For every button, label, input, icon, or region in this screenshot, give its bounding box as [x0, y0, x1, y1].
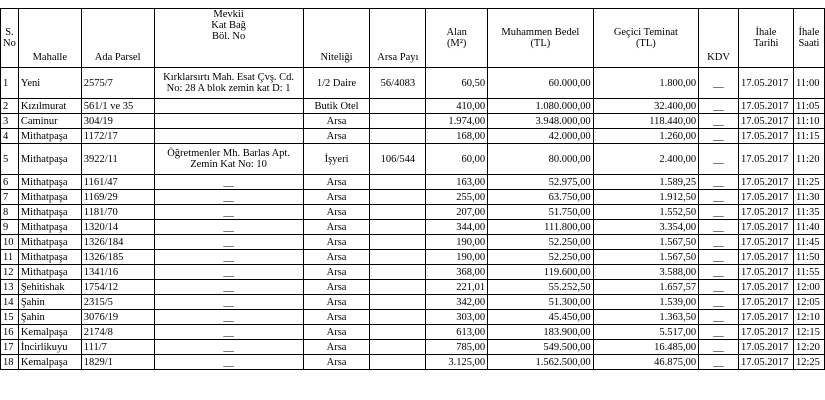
header-muhammen-bedel: Muhammen Bedel (TL) — [488, 9, 594, 68]
header-alan: Alan (M²) — [426, 9, 488, 68]
cell-niteligi: Arsa — [303, 265, 370, 280]
cell-kdv: __ — [699, 325, 739, 340]
cell-muhammen-bedel: 111.800,00 — [488, 220, 594, 235]
cell-ihale-saati: 11:00 — [793, 68, 824, 99]
cell-kdv: __ — [699, 114, 739, 129]
cell-ada-parsel: 2315/5 — [81, 295, 154, 310]
cell-niteligi: Arsa — [303, 205, 370, 220]
cell-muhammen-bedel: 52.250,00 — [488, 250, 594, 265]
cell-alan: 60,50 — [426, 68, 488, 99]
cell-mevkii: __ — [154, 355, 303, 370]
cell-ihale-tarihi: 17.05.2017 — [738, 265, 793, 280]
cell-muhammen-bedel: 1.562.500,00 — [488, 355, 594, 370]
table-body — [1, 68, 825, 370]
header-arsa-payi: Arsa Payı — [370, 9, 426, 68]
cell-mahalle: Mithatpaşa — [18, 235, 81, 250]
cell-ihale-tarihi: 17.05.2017 — [738, 175, 793, 190]
cell-mahalle: Mithatpaşa — [18, 129, 81, 144]
cell-ihale-saati: 12:20 — [793, 340, 824, 355]
table-row — [1, 235, 825, 250]
cell-muhammen-bedel: 549.500,00 — [488, 340, 594, 355]
cell-arsa-payi — [370, 220, 426, 235]
cell-ada-parsel: 561/1 ve 35 — [81, 99, 154, 114]
cell-ihale-tarihi: 17.05.2017 — [738, 144, 793, 175]
cell-alan: 60,00 — [426, 144, 488, 175]
cell-niteligi: 1/2 Daire — [303, 68, 370, 99]
cell-sno: 2 — [1, 99, 19, 114]
cell-sno: 8 — [1, 205, 19, 220]
cell-ihale-saati: 11:55 — [793, 265, 824, 280]
cell-arsa-payi — [370, 205, 426, 220]
cell-mahalle: Şahin — [18, 295, 81, 310]
cell-mahalle: Kemalpaşa — [18, 355, 81, 370]
cell-muhammen-bedel: 55.252,50 — [488, 280, 594, 295]
table-row — [1, 250, 825, 265]
cell-arsa-payi — [370, 190, 426, 205]
cell-sno: 6 — [1, 175, 19, 190]
cell-ihale-saati: 12:00 — [793, 280, 824, 295]
cell-gecici-teminat: 32.400,00 — [593, 99, 698, 114]
cell-muhammen-bedel: 51.300,00 — [488, 295, 594, 310]
cell-ada-parsel: 1161/47 — [81, 175, 154, 190]
cell-niteligi: Arsa — [303, 129, 370, 144]
cell-ada-parsel: 1326/184 — [81, 235, 154, 250]
cell-sno: 12 — [1, 265, 19, 280]
cell-mahalle: Kızılmurat — [18, 99, 81, 114]
cell-mevkii: __ — [154, 205, 303, 220]
cell-niteligi: Arsa — [303, 340, 370, 355]
cell-mevkii: __ — [154, 280, 303, 295]
cell-ihale-saati: 11:50 — [793, 250, 824, 265]
cell-sno: 16 — [1, 325, 19, 340]
cell-kdv: __ — [699, 144, 739, 175]
cell-mahalle: Kemalpaşa — [18, 325, 81, 340]
cell-ihale-tarihi: 17.05.2017 — [738, 205, 793, 220]
auction-table-container — [0, 8, 825, 370]
cell-kdv: __ — [699, 235, 739, 250]
cell-muhammen-bedel: 63.750,00 — [488, 190, 594, 205]
cell-kdv: __ — [699, 355, 739, 370]
cell-sno: 14 — [1, 295, 19, 310]
header-sno: S. No — [1, 9, 19, 68]
cell-ihale-tarihi: 17.05.2017 — [738, 295, 793, 310]
cell-mevkii: Öğretmenler Mh. Barlas Apt. Zemin Kat No: 10 — [154, 144, 303, 175]
cell-muhammen-bedel: 119.600,00 — [488, 265, 594, 280]
cell-sno: 1 — [1, 68, 19, 99]
cell-kdv: __ — [699, 265, 739, 280]
cell-ada-parsel: 111/7 — [81, 340, 154, 355]
cell-alan: 3.125,00 — [426, 355, 488, 370]
cell-gecici-teminat: 3.354,00 — [593, 220, 698, 235]
cell-niteligi: Arsa — [303, 310, 370, 325]
cell-kdv: __ — [699, 205, 739, 220]
cell-muhammen-bedel: 42.000,00 — [488, 129, 594, 144]
table-row — [1, 220, 825, 235]
cell-mevkii: __ — [154, 235, 303, 250]
cell-arsa-payi — [370, 129, 426, 144]
cell-ada-parsel: 3076/19 — [81, 310, 154, 325]
cell-mevkii: __ — [154, 325, 303, 340]
cell-mevkii — [154, 129, 303, 144]
cell-ada-parsel: 2575/7 — [81, 68, 154, 99]
cell-niteligi: Arsa — [303, 325, 370, 340]
cell-ihale-saati: 11:40 — [793, 220, 824, 235]
cell-ihale-saati: 11:05 — [793, 99, 824, 114]
header-mevkii: Mevkii Kat Bağ Böl. No — [154, 9, 303, 68]
cell-arsa-payi — [370, 99, 426, 114]
cell-ihale-tarihi: 17.05.2017 — [738, 355, 793, 370]
cell-mahalle: Mithatpaşa — [18, 144, 81, 175]
cell-niteligi: Arsa — [303, 175, 370, 190]
cell-mahalle: Mithatpaşa — [18, 175, 81, 190]
cell-ihale-tarihi: 17.05.2017 — [738, 190, 793, 205]
cell-ada-parsel: 1169/29 — [81, 190, 154, 205]
cell-kdv: __ — [699, 250, 739, 265]
cell-ihale-tarihi: 17.05.2017 — [738, 250, 793, 265]
cell-gecici-teminat: 1.552,50 — [593, 205, 698, 220]
cell-alan: 342,00 — [426, 295, 488, 310]
cell-alan: 785,00 — [426, 340, 488, 355]
cell-niteligi: Arsa — [303, 250, 370, 265]
table-row — [1, 144, 825, 175]
cell-kdv: __ — [699, 175, 739, 190]
cell-alan: 1.974,00 — [426, 114, 488, 129]
cell-gecici-teminat: 1.912,50 — [593, 190, 698, 205]
header-ihale-tarihi: İhale Tarihi — [738, 9, 793, 68]
table-row — [1, 340, 825, 355]
cell-gecici-teminat: 3.588,00 — [593, 265, 698, 280]
cell-muhammen-bedel: 60.000,00 — [488, 68, 594, 99]
cell-kdv: __ — [699, 129, 739, 144]
cell-sno: 3 — [1, 114, 19, 129]
cell-mevkii: __ — [154, 310, 303, 325]
cell-kdv: __ — [699, 99, 739, 114]
auction-table — [0, 8, 825, 370]
cell-ada-parsel: 1172/17 — [81, 129, 154, 144]
cell-ihale-saati: 12:15 — [793, 325, 824, 340]
cell-sno: 13 — [1, 280, 19, 295]
cell-mevkii: __ — [154, 220, 303, 235]
cell-sno: 4 — [1, 129, 19, 144]
cell-gecici-teminat: 1.589,25 — [593, 175, 698, 190]
cell-alan: 190,00 — [426, 235, 488, 250]
cell-gecici-teminat: 1.363,50 — [593, 310, 698, 325]
cell-arsa-payi: 56/4083 — [370, 68, 426, 99]
cell-niteligi: Arsa — [303, 280, 370, 295]
cell-kdv: __ — [699, 340, 739, 355]
cell-alan: 221,01 — [426, 280, 488, 295]
cell-muhammen-bedel: 1.080.000,00 — [488, 99, 594, 114]
cell-kdv: __ — [699, 310, 739, 325]
cell-ihale-tarihi: 17.05.2017 — [738, 129, 793, 144]
cell-ihale-saati: 11:25 — [793, 175, 824, 190]
cell-ada-parsel: 1181/70 — [81, 205, 154, 220]
cell-ada-parsel: 1754/12 — [81, 280, 154, 295]
cell-sno: 5 — [1, 144, 19, 175]
cell-alan: 163,00 — [426, 175, 488, 190]
cell-muhammen-bedel: 3.948.000,00 — [488, 114, 594, 129]
cell-sno: 11 — [1, 250, 19, 265]
cell-ihale-saati: 11:45 — [793, 235, 824, 250]
table-row — [1, 295, 825, 310]
cell-kdv: __ — [699, 280, 739, 295]
cell-mahalle: Mithatpaşa — [18, 190, 81, 205]
cell-ada-parsel: 1320/14 — [81, 220, 154, 235]
cell-arsa-payi: 106/544 — [370, 144, 426, 175]
cell-ihale-saati: 11:30 — [793, 190, 824, 205]
cell-mevkii: __ — [154, 190, 303, 205]
cell-ada-parsel: 1326/185 — [81, 250, 154, 265]
cell-ihale-tarihi: 17.05.2017 — [738, 114, 793, 129]
header-gecici-teminat: Geçici Teminat (TL) — [593, 9, 698, 68]
cell-mevkii: __ — [154, 265, 303, 280]
cell-ihale-tarihi: 17.05.2017 — [738, 325, 793, 340]
cell-ihale-saati: 11:10 — [793, 114, 824, 129]
table-row — [1, 280, 825, 295]
cell-muhammen-bedel: 183.900,00 — [488, 325, 594, 340]
cell-alan: 303,00 — [426, 310, 488, 325]
header-ada-parsel: Ada Parsel — [81, 9, 154, 68]
cell-ada-parsel: 1341/16 — [81, 265, 154, 280]
cell-mevkii: __ — [154, 295, 303, 310]
cell-arsa-payi — [370, 325, 426, 340]
cell-ada-parsel: 2174/8 — [81, 325, 154, 340]
cell-arsa-payi — [370, 310, 426, 325]
cell-alan: 410,00 — [426, 99, 488, 114]
cell-sno: 10 — [1, 235, 19, 250]
cell-muhammen-bedel: 45.450,00 — [488, 310, 594, 325]
table-row — [1, 265, 825, 280]
cell-niteligi: Arsa — [303, 235, 370, 250]
cell-mahalle: Mithatpaşa — [18, 250, 81, 265]
cell-ihale-tarihi: 17.05.2017 — [738, 68, 793, 99]
cell-gecici-teminat: 2.400,00 — [593, 144, 698, 175]
table-row — [1, 129, 825, 144]
cell-niteligi: Arsa — [303, 355, 370, 370]
cell-kdv: __ — [699, 190, 739, 205]
cell-ihale-saati: 12:05 — [793, 295, 824, 310]
cell-arsa-payi — [370, 355, 426, 370]
cell-ihale-tarihi: 17.05.2017 — [738, 235, 793, 250]
table-row — [1, 175, 825, 190]
cell-gecici-teminat: 1.657,57 — [593, 280, 698, 295]
cell-alan: 344,00 — [426, 220, 488, 235]
header-ihale-saati: İhale Saati — [793, 9, 824, 68]
cell-ada-parsel: 304/19 — [81, 114, 154, 129]
cell-muhammen-bedel: 51.750,00 — [488, 205, 594, 220]
cell-ihale-saati: 12:10 — [793, 310, 824, 325]
cell-mevkii: __ — [154, 175, 303, 190]
cell-niteligi: İşyeri — [303, 144, 370, 175]
cell-kdv: __ — [699, 68, 739, 99]
cell-sno: 7 — [1, 190, 19, 205]
cell-ihale-saati: 11:15 — [793, 129, 824, 144]
cell-sno: 17 — [1, 340, 19, 355]
cell-gecici-teminat: 16.485,00 — [593, 340, 698, 355]
cell-mevkii: __ — [154, 340, 303, 355]
header-row — [1, 9, 825, 68]
cell-mahalle: Şahin — [18, 310, 81, 325]
cell-alan: 255,00 — [426, 190, 488, 205]
cell-sno: 15 — [1, 310, 19, 325]
cell-mevkii: Kırklarsırtı Mah. Esat Çvş. Cd. No: 28 A blok zemin kat D: 1 — [154, 68, 303, 99]
cell-arsa-payi — [370, 340, 426, 355]
cell-arsa-payi — [370, 265, 426, 280]
cell-ihale-saati: 11:35 — [793, 205, 824, 220]
cell-niteligi: Arsa — [303, 114, 370, 129]
cell-ihale-tarihi: 17.05.2017 — [738, 340, 793, 355]
cell-ada-parsel: 1829/1 — [81, 355, 154, 370]
table-row — [1, 190, 825, 205]
cell-mahalle: Mithatpaşa — [18, 265, 81, 280]
cell-gecici-teminat: 1.800,00 — [593, 68, 698, 99]
cell-alan: 168,00 — [426, 129, 488, 144]
header-niteligi: Niteliği — [303, 9, 370, 68]
cell-arsa-payi — [370, 175, 426, 190]
cell-mevkii — [154, 114, 303, 129]
cell-ihale-tarihi: 17.05.2017 — [738, 220, 793, 235]
cell-ihale-saati: 11:20 — [793, 144, 824, 175]
cell-mahalle: Yeni — [18, 68, 81, 99]
cell-mevkii — [154, 99, 303, 114]
cell-muhammen-bedel: 52.975,00 — [488, 175, 594, 190]
cell-ihale-tarihi: 17.05.2017 — [738, 99, 793, 114]
cell-gecici-teminat: 118.440,00 — [593, 114, 698, 129]
cell-arsa-payi — [370, 280, 426, 295]
header-mahalle: Mahalle — [18, 9, 81, 68]
cell-arsa-payi — [370, 114, 426, 129]
cell-gecici-teminat: 1.567,50 — [593, 250, 698, 265]
table-row — [1, 355, 825, 370]
cell-mahalle: İncirlikuyu — [18, 340, 81, 355]
table-row — [1, 68, 825, 99]
cell-mevkii: __ — [154, 250, 303, 265]
cell-muhammen-bedel: 80.000,00 — [488, 144, 594, 175]
cell-gecici-teminat: 1.539,00 — [593, 295, 698, 310]
cell-gecici-teminat: 46.875,00 — [593, 355, 698, 370]
cell-arsa-payi — [370, 235, 426, 250]
cell-arsa-payi — [370, 295, 426, 310]
table-row — [1, 325, 825, 340]
table-row — [1, 310, 825, 325]
header-kdv: KDV — [699, 9, 739, 68]
cell-ada-parsel: 3922/11 — [81, 144, 154, 175]
cell-gecici-teminat: 5.517,00 — [593, 325, 698, 340]
cell-niteligi: Arsa — [303, 295, 370, 310]
cell-alan: 368,00 — [426, 265, 488, 280]
cell-gecici-teminat: 1.260,00 — [593, 129, 698, 144]
cell-niteligi: Arsa — [303, 190, 370, 205]
cell-mahalle: Mithatpaşa — [18, 220, 81, 235]
table-row — [1, 99, 825, 114]
cell-mahalle: Mithatpaşa — [18, 205, 81, 220]
cell-alan: 190,00 — [426, 250, 488, 265]
cell-sno: 18 — [1, 355, 19, 370]
cell-niteligi: Arsa — [303, 220, 370, 235]
cell-niteligi: Butik Otel — [303, 99, 370, 114]
cell-muhammen-bedel: 52.250,00 — [488, 235, 594, 250]
cell-mahalle: Şehitishak — [18, 280, 81, 295]
cell-ihale-tarihi: 17.05.2017 — [738, 310, 793, 325]
cell-kdv: __ — [699, 295, 739, 310]
cell-alan: 207,00 — [426, 205, 488, 220]
cell-arsa-payi — [370, 250, 426, 265]
cell-gecici-teminat: 1.567,50 — [593, 235, 698, 250]
cell-ihale-saati: 12:25 — [793, 355, 824, 370]
cell-kdv: __ — [699, 220, 739, 235]
cell-mahalle: Caminur — [18, 114, 81, 129]
table-row — [1, 114, 825, 129]
cell-ihale-tarihi: 17.05.2017 — [738, 280, 793, 295]
cell-alan: 613,00 — [426, 325, 488, 340]
cell-sno: 9 — [1, 220, 19, 235]
table-row — [1, 205, 825, 220]
